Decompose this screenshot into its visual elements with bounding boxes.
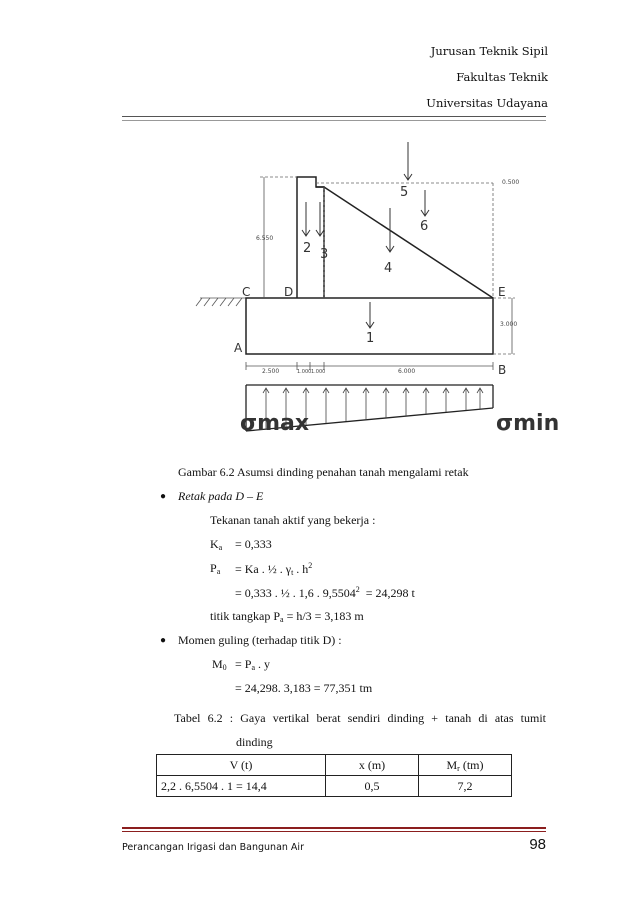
label-n4: 4 [384, 261, 393, 276]
header-mr-sub: r [457, 763, 460, 773]
pa-line [210, 561, 220, 576]
table-caption-cont: dinding [236, 735, 273, 749]
pa-formula-sup: 2 [308, 561, 313, 570]
table-header-row [157, 755, 512, 776]
footer-rule [122, 827, 546, 829]
header-mr-symbol: M [446, 757, 458, 772]
cell-x: 0,5 [326, 776, 419, 797]
header-rule-thin [122, 120, 546, 121]
bullet-2-marker: ● [160, 635, 167, 646]
header-faculty: Fakultas Teknik [456, 70, 548, 84]
header-mr [419, 755, 512, 776]
pa-formula-sub: t [291, 568, 294, 577]
dim-top: 0.500 [502, 179, 520, 186]
label-n1: 1 [366, 331, 375, 346]
label-sigma-min: σmin [496, 411, 560, 436]
m0-line [212, 657, 227, 672]
footer-rule-thin [122, 831, 546, 832]
titik-tangkap [210, 609, 364, 624]
label-n5: 5 [400, 185, 409, 200]
dim-toe: 6.000 [398, 368, 416, 375]
dim-height: 6.550 [256, 235, 274, 242]
header-rule [122, 116, 546, 117]
dim-stem-b: 1.000 [311, 369, 326, 375]
pa-calc-result: = 24,298 t [365, 586, 415, 600]
retaining-wall-diagram [180, 140, 560, 440]
pa-calc-main: = 0,333 . ½ . 1,6 . 9,5504 [235, 586, 356, 600]
dim-stem-a: 1.000 [297, 369, 312, 375]
ka-line [210, 537, 222, 552]
text-tekanan: Tekanan tanah aktif yang bekerja : [210, 513, 376, 527]
pa-calc-sup: 2 [355, 585, 360, 594]
titik-subscript: a [280, 615, 284, 624]
header-v: V (t) [157, 755, 326, 776]
pa-symbol: P [210, 561, 217, 575]
label-d: D [284, 285, 294, 299]
m0-formula-main: = P [235, 657, 252, 671]
dim-heel: 2.500 [262, 368, 280, 375]
ka-subscript: a [218, 543, 223, 552]
ka-symbol: K [210, 537, 219, 551]
label-e: E [498, 285, 506, 299]
label-n3: 3 [320, 247, 329, 262]
m0-formula [235, 657, 270, 672]
header-mr-unit: (tm) [459, 757, 484, 772]
soil-slope [324, 187, 493, 298]
pa-formula [235, 561, 312, 577]
m0-formula-y: . y [255, 657, 271, 671]
pa-subscript: a [216, 567, 221, 576]
figure-caption: Gambar 6.2 Asumsi dinding penahan tanah mengalami retak [178, 465, 469, 479]
header-university: Universitas Udayana [426, 96, 548, 110]
label-n6: 6 [420, 219, 429, 234]
m0-calc: = 24,298. 3,183 = 77,351 tm [235, 681, 373, 695]
page-number: 98 [529, 836, 546, 853]
bullet-1-title: Retak pada D – E [178, 489, 264, 503]
ka-value: = 0,333 [235, 537, 272, 551]
pa-calc [235, 585, 415, 601]
pa-formula-main: = Ka . ½ . γ [235, 562, 292, 576]
titik-label: titik tangkap P [210, 609, 280, 623]
cell-mr: 7,2 [419, 776, 512, 797]
bullet-2-title: Momen guling (terhadap titik D) : [178, 633, 342, 647]
table-row [157, 776, 512, 797]
force-table [156, 754, 512, 797]
bullet-1-marker: ● [160, 491, 167, 502]
label-sigma-max: σmax [240, 411, 310, 436]
table-caption: Tabel 6.2 : Gaya vertikal berat sendiri dinding + tanah di atas tumit [174, 711, 546, 725]
m0-subscript: 0 [222, 663, 227, 672]
pa-formula-h: . h [293, 562, 309, 576]
cell-v: 2,2 . 6,5504 . 1 = 14,4 [157, 776, 326, 797]
label-b: B [498, 363, 507, 377]
header-x: x (m) [326, 755, 419, 776]
header-department: Jurusan Teknik Sipil [430, 44, 548, 58]
m0-symbol: M [212, 657, 223, 671]
footer-title: Perancangan Irigasi dan Bangunan Air [122, 842, 304, 853]
m0-formula-sub: a [251, 663, 256, 672]
dim-base: 3.000 [500, 321, 518, 328]
wall-stem [297, 177, 324, 298]
label-n2: 2 [303, 241, 312, 256]
ground-hatch [196, 298, 246, 306]
titik-value: = h/3 = 3,183 m [283, 609, 364, 623]
label-a: A [234, 341, 243, 355]
label-c: C [242, 285, 251, 299]
